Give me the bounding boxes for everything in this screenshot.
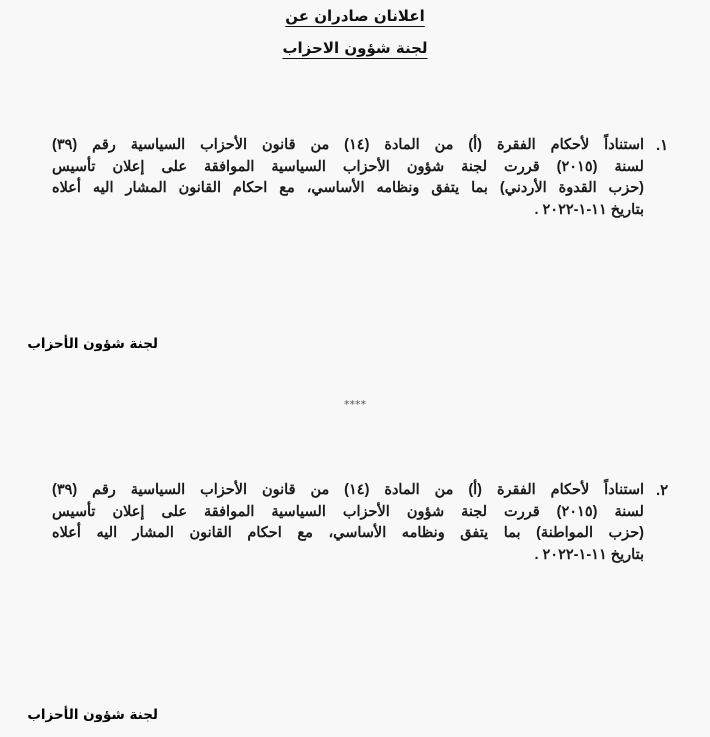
announcement-line: (حزب القدوة الأردني) بما يتفق ونظامه الأساسي، مع احكام القانون المشار اليه أعلاه [52, 180, 644, 196]
title-line-1: اعلانان صادران عن [285, 7, 425, 25]
document-subtitle [0, 38, 710, 58]
announcement-line: (حزب المواطنة) بما يتفق ونظامه الأساسي، مع احكام القانون المشار اليه أعلاه [52, 525, 644, 541]
signature-committee: لجنة شؤون الأحزاب [27, 707, 158, 723]
announcement-number: ٢. [656, 482, 669, 499]
announcement-line: استناداً لأحكام الفقرة (أ) من المادة (١٤) من قانون الأحزاب السياسية رقم (٣٩) [52, 482, 644, 498]
announcement-number: ١. [656, 137, 669, 154]
signature-committee: لجنة شؤون الأحزاب [27, 336, 158, 352]
title-line-2: لجنة شؤون الاحزاب [282, 39, 428, 57]
announcement-1 [52, 135, 669, 221]
section-separator: **** [344, 398, 366, 411]
announcement-2 [52, 480, 669, 566]
announcement-line: استناداً لأحكام الفقرة (أ) من المادة (١٤) من قانون الأحزاب السياسية رقم (٣٩) [52, 137, 644, 153]
announcement-line: بتاريخ ١١-١-٢٠٢٢ . [534, 201, 644, 218]
announcement-line: بتاريخ ١١-١-٢٠٢٢ . [534, 546, 644, 563]
announcement-line: لسنة (٢٠١٥) قررت لجنة شؤون الأحزاب السياسية الموافقة على إعلان تأسيس [52, 503, 644, 520]
document-title [0, 6, 710, 26]
announcement-line: لسنة (٢٠١٥) قررت لجنة شؤون الأحزاب السياسية الموافقة على إعلان تأسيس [52, 158, 644, 175]
